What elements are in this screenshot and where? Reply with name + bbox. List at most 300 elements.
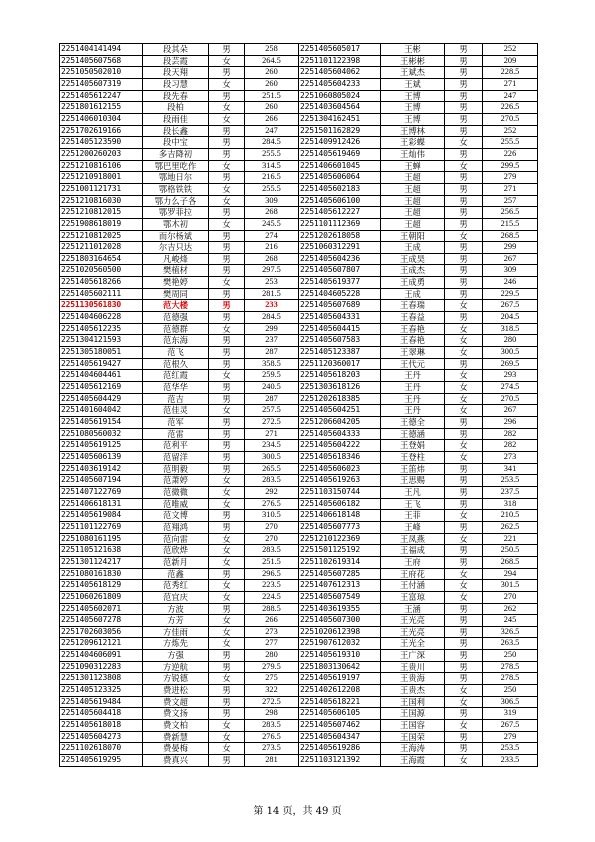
right-table-body [299, 44, 538, 767]
gender-cell: 男 [209, 568, 245, 580]
candidate-name-cell: 段中宝 [143, 137, 209, 149]
table-row [60, 78, 299, 90]
candidate-id-cell: 2251405612235 [60, 323, 143, 335]
table-row [60, 183, 299, 195]
table-row [60, 125, 299, 137]
score-cell: 326.5 [483, 626, 538, 638]
candidate-id-cell: 2251301123808 [60, 673, 143, 685]
candidate-name-cell: 王光全 [381, 638, 445, 650]
table-row [299, 148, 538, 160]
table-row [299, 556, 538, 568]
candidate-id-cell: 2251405604429 [60, 393, 143, 405]
gender-cell: 男 [209, 451, 245, 463]
candidate-name-cell: 王丹 [381, 382, 445, 394]
candidate-id-cell: 2251702603056 [60, 626, 143, 638]
gender-cell: 女 [209, 743, 245, 755]
candidate-name-cell: 范留洋 [143, 451, 209, 463]
score-cell: 301.5 [483, 580, 538, 592]
table-row [60, 451, 299, 463]
candidate-id-cell: 2251401604042 [60, 405, 143, 417]
score-cell: 284.5 [245, 312, 299, 324]
candidate-name-cell: 费真兴 [143, 755, 209, 767]
candidate-id-cell: 2251060805024 [299, 90, 381, 102]
gender-cell: 男 [445, 218, 483, 230]
score-cell: 276.5 [245, 498, 299, 510]
table-row [299, 358, 538, 370]
score-cell: 250 [483, 685, 538, 697]
table-row [299, 160, 538, 172]
score-cell: 279 [483, 731, 538, 743]
gender-cell: 男 [209, 463, 245, 475]
table-row [299, 626, 538, 638]
score-cell: 281.5 [245, 288, 299, 300]
candidate-id-cell: 2251405619084 [60, 510, 143, 522]
candidate-id-cell: 2251020560500 [60, 265, 143, 277]
candidate-id-cell: 2251209612121 [60, 638, 143, 650]
candidate-id-cell: 2251405606023 [299, 463, 381, 475]
candidate-id-cell: 2251080560032 [60, 428, 143, 440]
table-row [299, 183, 538, 195]
candidate-name-cell: 段芸霞 [143, 55, 209, 67]
candidate-id-cell: 2251405619469 [299, 148, 381, 160]
table-row [299, 428, 538, 440]
table-row [299, 638, 538, 650]
gender-cell: 女 [209, 475, 245, 487]
score-cell: 283.5 [245, 545, 299, 557]
table-row [60, 463, 299, 475]
gender-cell: 女 [209, 731, 245, 743]
candidate-name-cell: 段长鑫 [143, 125, 209, 137]
score-cell: 251.5 [245, 90, 299, 102]
gender-cell: 女 [209, 323, 245, 335]
candidate-name-cell: 范德强 [143, 312, 209, 324]
score-cell: 358.5 [245, 358, 299, 370]
score-cell: 224.5 [245, 591, 299, 603]
gender-cell: 男 [209, 172, 245, 184]
candidate-name-cell: 王国容 [381, 720, 445, 732]
score-cell: 229.5 [483, 288, 538, 300]
table-row [299, 696, 538, 708]
score-cell: 314.5 [245, 160, 299, 172]
gender-cell: 女 [209, 102, 245, 114]
candidate-name-cell: 樊植材 [143, 265, 209, 277]
candidate-name-cell: 王福成 [381, 545, 445, 557]
candidate-id-cell: 2251405619286 [299, 743, 381, 755]
table-row [299, 102, 538, 114]
gender-cell: 男 [209, 755, 245, 767]
table-row [60, 382, 299, 394]
gender-cell: 男 [445, 242, 483, 254]
score-cell: 258 [245, 44, 299, 56]
candidate-id-cell: 2251130561830 [60, 300, 143, 312]
candidate-name-cell: 王海涛 [381, 743, 445, 755]
candidate-name-cell: 方炼先 [143, 638, 209, 650]
table-row [299, 486, 538, 498]
gender-cell: 女 [445, 230, 483, 242]
candidate-id-cell: 2251304162451 [299, 113, 381, 125]
candidate-name-cell: 王超 [381, 207, 445, 219]
candidate-id-cell: 2251305180051 [60, 347, 143, 359]
gender-cell: 男 [445, 172, 483, 184]
score-cell: 267 [483, 405, 538, 417]
gender-cell: 女 [209, 545, 245, 557]
score-cell: 250.5 [483, 545, 538, 557]
candidate-name-cell: 王府 [381, 556, 445, 568]
score-cell: 252 [483, 125, 538, 137]
score-cell: 264.5 [245, 55, 299, 67]
score-cell: 268 [245, 207, 299, 219]
score-cell: 306.5 [483, 696, 538, 708]
candidate-id-cell: 2251202618385 [299, 393, 381, 405]
candidate-id-cell: 2251405607549 [299, 591, 381, 603]
table-row [60, 638, 299, 650]
candidate-name-cell: 范飞 [143, 347, 209, 359]
table-row [299, 382, 538, 394]
score-cell: 253.5 [483, 743, 538, 755]
gender-cell: 男 [445, 195, 483, 207]
table-row [299, 417, 538, 429]
score-cell: 284.5 [245, 137, 299, 149]
table-row [60, 417, 299, 429]
candidate-name-cell: 范宜庆 [143, 591, 209, 603]
candidate-id-cell: 2251404605228 [299, 288, 381, 300]
gender-cell: 女 [445, 137, 483, 149]
candidate-name-cell: 多吉降初 [143, 148, 209, 160]
candidate-name-cell: 王光亮 [381, 626, 445, 638]
gender-cell: 男 [209, 521, 245, 533]
gender-cell: 女 [445, 510, 483, 522]
table-row [299, 113, 538, 125]
candidate-name-cell: 王成 [381, 242, 445, 254]
score-cell: 262 [483, 603, 538, 615]
gender-cell: 男 [445, 207, 483, 219]
score-cell: 292 [245, 486, 299, 498]
gender-cell: 男 [209, 265, 245, 277]
candidate-id-cell: 2251405607300 [299, 615, 381, 627]
table-row [60, 591, 299, 603]
gender-cell: 男 [209, 358, 245, 370]
candidate-id-cell: 2251405604331 [299, 312, 381, 324]
gender-cell: 女 [209, 195, 245, 207]
table-row [299, 731, 538, 743]
gender-cell: 女 [209, 556, 245, 568]
score-cell: 269.5 [483, 358, 538, 370]
candidate-id-cell: 2251405123325 [60, 685, 143, 697]
candidate-id-cell: 2251405618221 [299, 696, 381, 708]
table-row [299, 580, 538, 592]
score-cell: 253 [245, 277, 299, 289]
candidate-id-cell: 2251405607568 [60, 55, 143, 67]
table-row [60, 265, 299, 277]
table-row [60, 172, 299, 184]
table-row [299, 300, 538, 312]
candidate-name-cell: 王凡 [381, 486, 445, 498]
table-row [299, 312, 538, 324]
table-row [60, 545, 299, 557]
candidate-name-cell: 范德群 [143, 323, 209, 335]
gender-cell: 男 [209, 44, 245, 56]
candidate-name-cell: 王丹 [381, 393, 445, 405]
gender-cell: 男 [445, 731, 483, 743]
gender-cell: 女 [209, 615, 245, 627]
score-cell: 287 [245, 393, 299, 405]
candidate-name-cell: 王丹 [381, 370, 445, 382]
score-cell: 234.5 [245, 440, 299, 452]
candidate-name-cell: 王春艳 [381, 323, 445, 335]
table-row [60, 731, 299, 743]
score-cell: 287 [245, 347, 299, 359]
highlighted-table-row [60, 300, 299, 312]
table-row [299, 685, 538, 697]
gender-cell: 男 [445, 475, 483, 487]
gender-cell: 男 [209, 510, 245, 522]
gender-cell: 女 [209, 277, 245, 289]
candidate-name-cell: 范微微 [143, 486, 209, 498]
gender-cell: 男 [445, 113, 483, 125]
candidate-name-cell: 范秀红 [143, 580, 209, 592]
candidate-id-cell: 2251801612155 [60, 102, 143, 114]
table-row [60, 358, 299, 370]
score-cell: 267.5 [483, 300, 538, 312]
candidate-id-cell: 2251405606182 [299, 498, 381, 510]
score-cell: 277 [245, 638, 299, 650]
candidate-id-cell: 2251405619197 [299, 673, 381, 685]
gender-cell: 女 [445, 160, 483, 172]
table-row [60, 650, 299, 662]
candidate-name-cell: 王成杰 [381, 265, 445, 277]
candidate-id-cell: 2251211012028 [60, 242, 143, 254]
table-row [299, 533, 538, 545]
table-row [60, 755, 299, 767]
candidate-name-cell: 尔吉只达 [143, 242, 209, 254]
candidate-name-cell: 范翔鸿 [143, 521, 209, 533]
candidate-id-cell: 2251405606139 [60, 451, 143, 463]
gender-cell: 女 [209, 183, 245, 195]
gender-cell: 男 [209, 242, 245, 254]
gender-cell: 男 [445, 125, 483, 137]
candidate-id-cell: 2251405618018 [60, 720, 143, 732]
candidate-name-cell: 王丹 [381, 405, 445, 417]
score-cell: 281 [245, 755, 299, 767]
candidate-id-cell: 2251405607462 [299, 720, 381, 732]
score-cell: 270.5 [483, 113, 538, 125]
table-row [299, 90, 538, 102]
gender-cell: 女 [209, 673, 245, 685]
gender-cell: 男 [445, 417, 483, 429]
gender-cell: 女 [209, 370, 245, 382]
gender-cell: 男 [445, 288, 483, 300]
candidate-name-cell: 段雨佳 [143, 113, 209, 125]
table-row [299, 230, 538, 242]
candidate-id-cell: 2251405604233 [299, 78, 381, 90]
candidate-name-cell: 王成昊 [381, 253, 445, 265]
table-row [60, 393, 299, 405]
candidate-id-cell: 2251050502010 [60, 67, 143, 79]
candidate-name-cell: 王涵 [381, 603, 445, 615]
score-cell: 267 [483, 253, 538, 265]
candidate-name-cell: 范大楼 [143, 300, 209, 312]
table-row [60, 242, 299, 254]
gender-cell: 女 [209, 160, 245, 172]
table-row [299, 720, 538, 732]
table-row [60, 580, 299, 592]
table-row [60, 603, 299, 615]
candidate-id-cell: 2251020612398 [299, 626, 381, 638]
score-cell: 223.5 [245, 580, 299, 592]
table-row [299, 347, 538, 359]
candidate-id-cell: 2251404604461 [60, 370, 143, 382]
table-row [60, 510, 299, 522]
candidate-id-cell: 2251405607689 [299, 300, 381, 312]
score-cell: 268 [245, 253, 299, 265]
table-row [60, 533, 299, 545]
candidate-name-cell: 费文柏 [143, 720, 209, 732]
gender-cell: 男 [445, 102, 483, 114]
score-cell: 267.5 [483, 720, 538, 732]
candidate-id-cell: 2251200260203 [60, 148, 143, 160]
candidate-id-cell: 2251501125192 [299, 545, 381, 557]
score-cell: 221 [483, 533, 538, 545]
gender-cell: 男 [209, 137, 245, 149]
table-row [60, 55, 299, 67]
score-cell: 210.5 [483, 510, 538, 522]
score-cell: 247 [245, 125, 299, 137]
gender-cell: 女 [445, 370, 483, 382]
candidate-id-cell: 2251001121731 [60, 183, 143, 195]
candidate-name-cell: 王峰 [381, 521, 445, 533]
candidate-id-cell: 2251405604347 [299, 731, 381, 743]
table-row [60, 405, 299, 417]
candidate-id-cell: 2251407612313 [299, 580, 381, 592]
candidate-name-cell: 范雷 [143, 428, 209, 440]
gender-cell: 男 [209, 148, 245, 160]
score-cell: 318 [483, 498, 538, 510]
table-row [299, 195, 538, 207]
candidate-name-cell: 范佳灵 [143, 405, 209, 417]
candidate-id-cell: 2251303618126 [299, 382, 381, 394]
table-row [60, 568, 299, 580]
candidate-id-cell: 2251907612032 [299, 638, 381, 650]
candidate-id-cell: 2251405619427 [60, 358, 143, 370]
table-row [60, 626, 299, 638]
candidate-name-cell: 范萧婷 [143, 475, 209, 487]
candidate-id-cell: 2251105121638 [60, 545, 143, 557]
score-cell: 259.5 [245, 370, 299, 382]
left-table-body [60, 44, 299, 767]
score-cell: 294 [483, 568, 538, 580]
candidate-name-cell: 王府花 [381, 568, 445, 580]
gender-cell: 女 [445, 685, 483, 697]
score-cell: 253.5 [483, 475, 538, 487]
score-cell: 273 [245, 626, 299, 638]
gender-cell: 男 [209, 230, 245, 242]
candidate-id-cell: 2251405619154 [60, 417, 143, 429]
score-cell: 260 [245, 67, 299, 79]
table-row [299, 451, 538, 463]
candidate-id-cell: 2251405618266 [60, 277, 143, 289]
table-row [60, 44, 299, 56]
gender-cell: 男 [445, 603, 483, 615]
score-cell: 255.5 [483, 137, 538, 149]
candidate-name-cell: 段天翔 [143, 67, 209, 79]
candidate-id-cell: 2251405602183 [299, 183, 381, 195]
score-cell: 310.5 [245, 510, 299, 522]
candidate-name-cell: 方芳 [143, 615, 209, 627]
score-cell: 209 [483, 55, 538, 67]
gender-cell: 男 [445, 708, 483, 720]
table-row [60, 708, 299, 720]
gender-cell: 男 [209, 440, 245, 452]
score-cell: 299 [483, 242, 538, 254]
candidate-name-cell: 王超 [381, 172, 445, 184]
candidate-id-cell: 2251404606228 [60, 312, 143, 324]
score-cell: 318.5 [483, 323, 538, 335]
candidate-id-cell: 2251405607319 [60, 78, 143, 90]
candidate-id-cell: 2251080161830 [60, 568, 143, 580]
table-row [299, 67, 538, 79]
score-cell: 270 [245, 521, 299, 533]
gender-cell: 女 [445, 405, 483, 417]
candidate-id-cell: 2251405604415 [299, 323, 381, 335]
score-cell: 283.5 [245, 475, 299, 487]
table-row [299, 463, 538, 475]
score-cell: 300.5 [245, 451, 299, 463]
candidate-name-cell: 鄂木初 [143, 218, 209, 230]
candidate-name-cell: 费文超 [143, 696, 209, 708]
table-row [299, 137, 538, 149]
score-cell: 293 [483, 370, 538, 382]
candidate-id-cell: 2251405604236 [299, 253, 381, 265]
candidate-name-cell: 范根久 [143, 358, 209, 370]
candidate-id-cell: 2251405619484 [60, 696, 143, 708]
score-cell: 271 [483, 183, 538, 195]
table-row [299, 440, 538, 452]
candidate-name-cell: 范唯威 [143, 498, 209, 510]
score-cell: 233 [245, 300, 299, 312]
candidate-name-cell: 段先春 [143, 90, 209, 102]
score-cell: 251.5 [245, 556, 299, 568]
gender-cell: 女 [209, 580, 245, 592]
score-cell: 265.5 [245, 463, 299, 475]
candidate-name-cell: 范军 [143, 417, 209, 429]
table-row [299, 393, 538, 405]
candidate-name-cell: 王飞 [381, 498, 445, 510]
candidate-id-cell: 2251501162829 [299, 125, 381, 137]
gender-cell: 男 [209, 90, 245, 102]
candidate-id-cell: 2251405607807 [299, 265, 381, 277]
score-cell: 262.5 [483, 521, 538, 533]
score-cell: 204.5 [483, 312, 538, 324]
table-row [299, 603, 538, 615]
score-cell: 288.5 [245, 603, 299, 615]
gender-cell: 女 [209, 55, 245, 67]
table-row [299, 125, 538, 137]
candidate-name-cell: 费文扬 [143, 708, 209, 720]
score-cell: 216.5 [245, 172, 299, 184]
gender-cell: 女 [445, 335, 483, 347]
score-cell: 271 [483, 78, 538, 90]
candidate-id-cell: 2251210816106 [60, 160, 143, 172]
score-cell: 270.5 [483, 393, 538, 405]
candidate-name-cell: 王彩蝶 [381, 137, 445, 149]
table-row [60, 160, 299, 172]
candidate-id-cell: 2251405604062 [299, 67, 381, 79]
candidate-id-cell: 2251405123590 [60, 137, 143, 149]
right-results-table [298, 43, 538, 767]
candidate-id-cell: 2251409912426 [299, 137, 381, 149]
gender-cell: 女 [445, 755, 483, 767]
candidate-name-cell: 王笛炜 [381, 463, 445, 475]
